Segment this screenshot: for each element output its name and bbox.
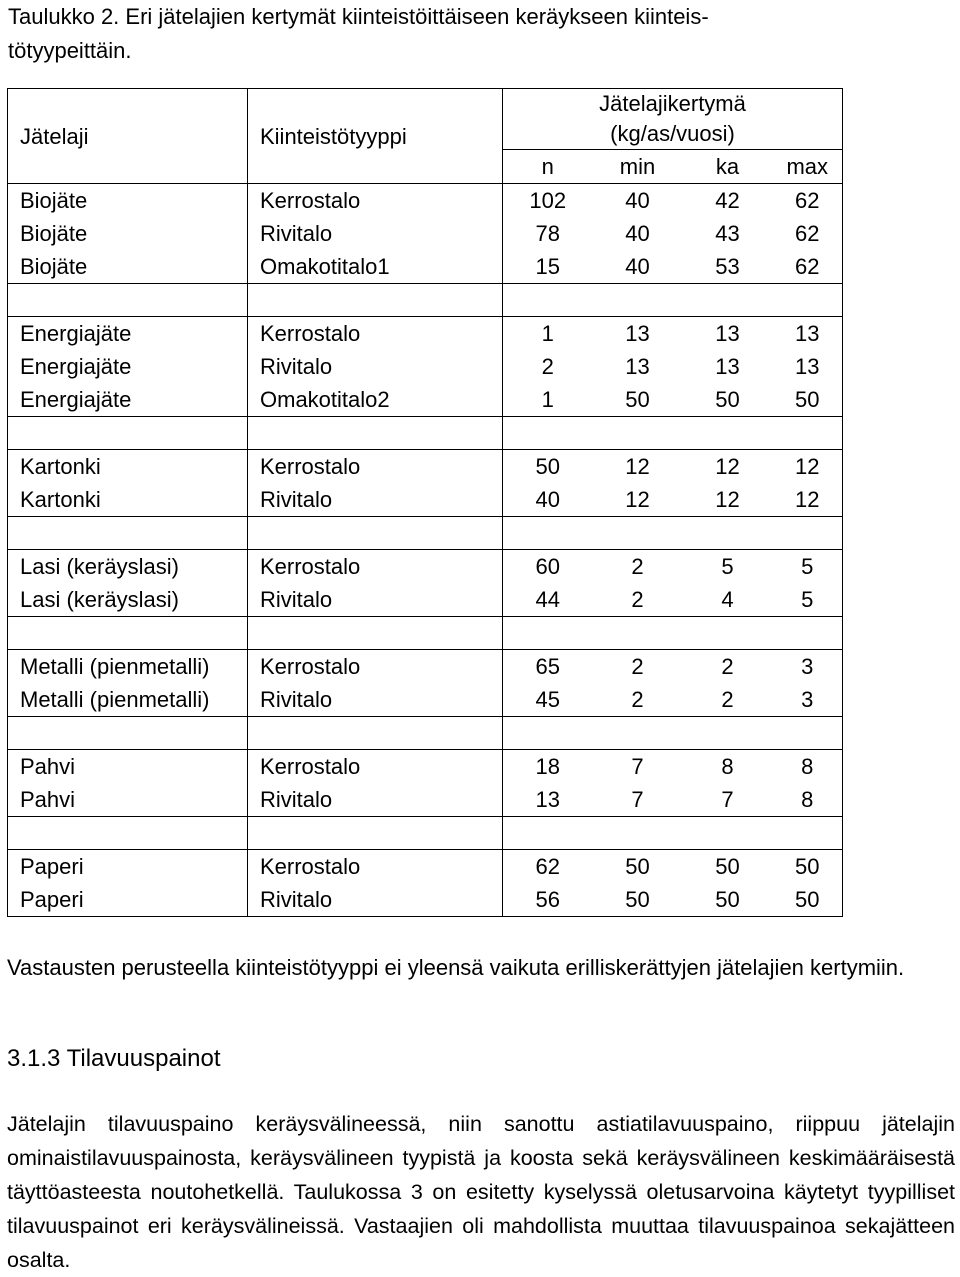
spacer-cell <box>8 284 248 317</box>
spacer-row <box>8 717 843 750</box>
cell-n: 13 <box>503 783 593 817</box>
cell-property-type: Omakotitalo2 <box>248 383 503 417</box>
caption-line-1: Taulukko 2. Eri jätelajien kertymät kiinteistöittäiseen keräykseen kiinteis- <box>8 4 709 29</box>
cell-ka: 42 <box>715 188 740 213</box>
header-n: n <box>503 150 593 184</box>
table-row <box>8 550 843 584</box>
cell-n: 62 <box>503 850 593 884</box>
header-ka: ka <box>683 150 773 184</box>
cell-n: 78 <box>503 217 593 250</box>
header-max: max <box>773 150 843 184</box>
spacer-cell <box>248 517 503 550</box>
cell-n: 60 <box>503 550 593 584</box>
table-row <box>8 850 843 884</box>
cell-max: 8 <box>773 750 843 784</box>
cell-property-type: Rivitalo <box>248 583 503 617</box>
section-heading: 3.1.3 Tilavuuspainot <box>7 1045 221 1072</box>
spacer-cell <box>503 817 843 850</box>
spacer-cell <box>248 417 503 450</box>
cell-waste-type: Lasi (keräyslasi) <box>8 583 248 617</box>
cell-waste-type: Kartonki <box>8 483 248 517</box>
spacer-cell <box>503 517 843 550</box>
cell-max: 50 <box>773 850 843 884</box>
cell-min: 2 <box>631 554 644 579</box>
cell-max: 3 <box>773 650 843 684</box>
table-row <box>8 317 843 351</box>
cell-waste-type: Biojäte <box>8 217 248 250</box>
body-paragraph: Jätelajin tilavuuspaino keräysvälineessä, niin sanottu astiatilavuuspaino, riippuu jätelajin ominaistilavuuspainosta, keräysvälineen tyypistä ja koosta sekä keräysvälineen keskimääräisestä täyttöasteesta noutohetkellä. Taulukossa 3 on esitetty kyselyssä oletusarvoina käytetyt tyypilliset tilavuuspainot eri keräysvälineissä. Vastaajien oli mahdollista muuttaa tilavuuspainoa sekajätteen osalta. <box>7 1112 955 1272</box>
cell-property-type: Rivitalo <box>248 783 503 817</box>
cell-min: 40 <box>625 188 650 213</box>
spacer-cell <box>248 717 503 750</box>
spacer-cell <box>8 517 248 550</box>
spacer-cell <box>8 817 248 850</box>
cell-min: 40 <box>625 254 650 279</box>
cell-waste-type: Pahvi <box>8 750 248 784</box>
cell-property-type: Kerrostalo <box>248 750 503 784</box>
cell-property-type: Rivitalo <box>248 483 503 517</box>
cell-min: 12 <box>625 454 650 479</box>
cell-min: 13 <box>625 321 650 346</box>
cell-n: 65 <box>503 650 593 684</box>
spacer-cell <box>8 417 248 450</box>
table-row <box>8 217 843 250</box>
cell-n: 18 <box>503 750 593 784</box>
table-row <box>8 184 843 218</box>
table-row <box>8 750 843 784</box>
cell-n: 15 <box>503 250 593 284</box>
cell-ka: 2 <box>721 654 734 679</box>
waste-accumulation-table <box>7 88 843 917</box>
spacer-cell <box>503 417 843 450</box>
header-accumulation: Jätelajikertymä (kg/as/vuosi) <box>503 89 843 150</box>
table-row <box>8 583 843 617</box>
table-row <box>8 383 843 417</box>
cell-min: 13 <box>625 354 650 379</box>
cell-min: 50 <box>625 387 650 412</box>
cell-property-type: Rivitalo <box>248 217 503 250</box>
spacer-cell <box>8 717 248 750</box>
cell-n: 1 <box>503 383 593 417</box>
cell-ka: 8 <box>721 754 734 779</box>
cell-ka: 13 <box>715 354 740 379</box>
header-min: min <box>593 150 683 184</box>
cell-waste-type: Energiajäte <box>8 317 248 351</box>
table-row <box>8 450 843 484</box>
note-text: Vastausten perusteella kiinteistötyyppi ei yleensä vaikuta erilliskerättyjen jätelajien kertymiin. <box>7 955 905 980</box>
cell-max: 62 <box>773 184 843 218</box>
cell-max: 50 <box>773 883 843 917</box>
cell-min: 7 <box>631 754 644 779</box>
table-row <box>8 650 843 684</box>
cell-min: 50 <box>593 883 683 917</box>
cell-n: 1 <box>503 317 593 351</box>
spacer-row <box>8 417 843 450</box>
cell-ka: 43 <box>715 221 740 246</box>
cell-max: 62 <box>773 217 843 250</box>
cell-ka: 53 <box>715 254 740 279</box>
spacer-cell <box>248 284 503 317</box>
table-caption <box>8 0 953 68</box>
cell-max: 5 <box>773 583 843 617</box>
cell-waste-type: Metalli (pienmetalli) <box>8 683 248 717</box>
cell-waste-type: Lasi (keräyslasi) <box>8 550 248 584</box>
cell-n: 102 <box>503 184 593 218</box>
spacer-row <box>8 517 843 550</box>
cell-property-type: Kerrostalo <box>248 317 503 351</box>
cell-ka: 13 <box>715 321 740 346</box>
cell-n: 45 <box>503 683 593 717</box>
cell-max: 8 <box>773 783 843 817</box>
spacer-cell <box>503 284 843 317</box>
cell-n: 44 <box>503 583 593 617</box>
cell-max: 5 <box>773 550 843 584</box>
cell-ka: 50 <box>715 387 740 412</box>
cell-min: 12 <box>625 487 650 512</box>
cell-min: 7 <box>631 787 644 812</box>
table-row <box>8 250 843 284</box>
cell-property-type: Kerrostalo <box>248 450 503 484</box>
cell-property-type: Rivitalo <box>248 683 503 717</box>
caption-line-2: tötyypeittäin. <box>8 38 132 63</box>
table-row <box>8 683 843 717</box>
header-waste-type: Jätelaji <box>8 89 248 184</box>
cell-property-type: Kerrostalo <box>248 850 503 884</box>
cell-n: 40 <box>503 483 593 517</box>
spacer-cell <box>248 817 503 850</box>
cell-waste-type: Biojäte <box>8 184 248 218</box>
cell-ka: 12 <box>715 454 740 479</box>
cell-max: 3 <box>773 683 843 717</box>
cell-n: 2 <box>503 350 593 383</box>
cell-waste-type: Paperi <box>8 883 248 917</box>
cell-min: 50 <box>625 854 650 879</box>
spacer-row <box>8 617 843 650</box>
cell-property-type: Rivitalo <box>248 883 503 917</box>
cell-n: 56 <box>503 883 593 917</box>
cell-ka: 2 <box>721 687 734 712</box>
cell-waste-type: Energiajäte <box>8 383 248 417</box>
cell-min: 2 <box>631 654 644 679</box>
cell-ka: 12 <box>715 487 740 512</box>
spacer-cell <box>503 717 843 750</box>
cell-property-type: Kerrostalo <box>248 550 503 584</box>
cell-waste-type: Paperi <box>8 850 248 884</box>
cell-waste-type: Biojäte <box>8 250 248 284</box>
header-property-type: Kiinteistötyyppi <box>248 89 503 184</box>
cell-max: 13 <box>773 317 843 351</box>
cell-ka: 50 <box>715 854 740 879</box>
cell-max: 50 <box>773 383 843 417</box>
cell-ka: 5 <box>721 554 734 579</box>
cell-min: 40 <box>625 221 650 246</box>
table-row <box>8 350 843 383</box>
cell-ka: 4 <box>721 587 734 612</box>
cell-max: 62 <box>773 250 843 284</box>
cell-waste-type: Metalli (pienmetalli) <box>8 650 248 684</box>
cell-property-type: Rivitalo <box>248 350 503 383</box>
cell-waste-type: Energiajäte <box>8 350 248 383</box>
cell-property-type: Kerrostalo <box>248 184 503 218</box>
cell-ka: 7 <box>721 787 734 812</box>
cell-min: 2 <box>631 687 644 712</box>
cell-min: 2 <box>631 587 644 612</box>
cell-property-type: Kerrostalo <box>248 650 503 684</box>
table-row <box>8 783 843 817</box>
spacer-row <box>8 817 843 850</box>
cell-ka: 50 <box>683 883 773 917</box>
cell-waste-type: Pahvi <box>8 783 248 817</box>
spacer-row <box>8 284 843 317</box>
cell-max: 12 <box>773 450 843 484</box>
cell-property-type: Omakotitalo1 <box>248 250 503 284</box>
spacer-cell <box>248 617 503 650</box>
table-row <box>8 483 843 517</box>
table-row <box>8 883 843 917</box>
cell-waste-type: Kartonki <box>8 450 248 484</box>
cell-n: 50 <box>503 450 593 484</box>
cell-max: 13 <box>773 350 843 383</box>
cell-max: 12 <box>773 483 843 517</box>
spacer-cell <box>8 617 248 650</box>
spacer-cell <box>503 617 843 650</box>
